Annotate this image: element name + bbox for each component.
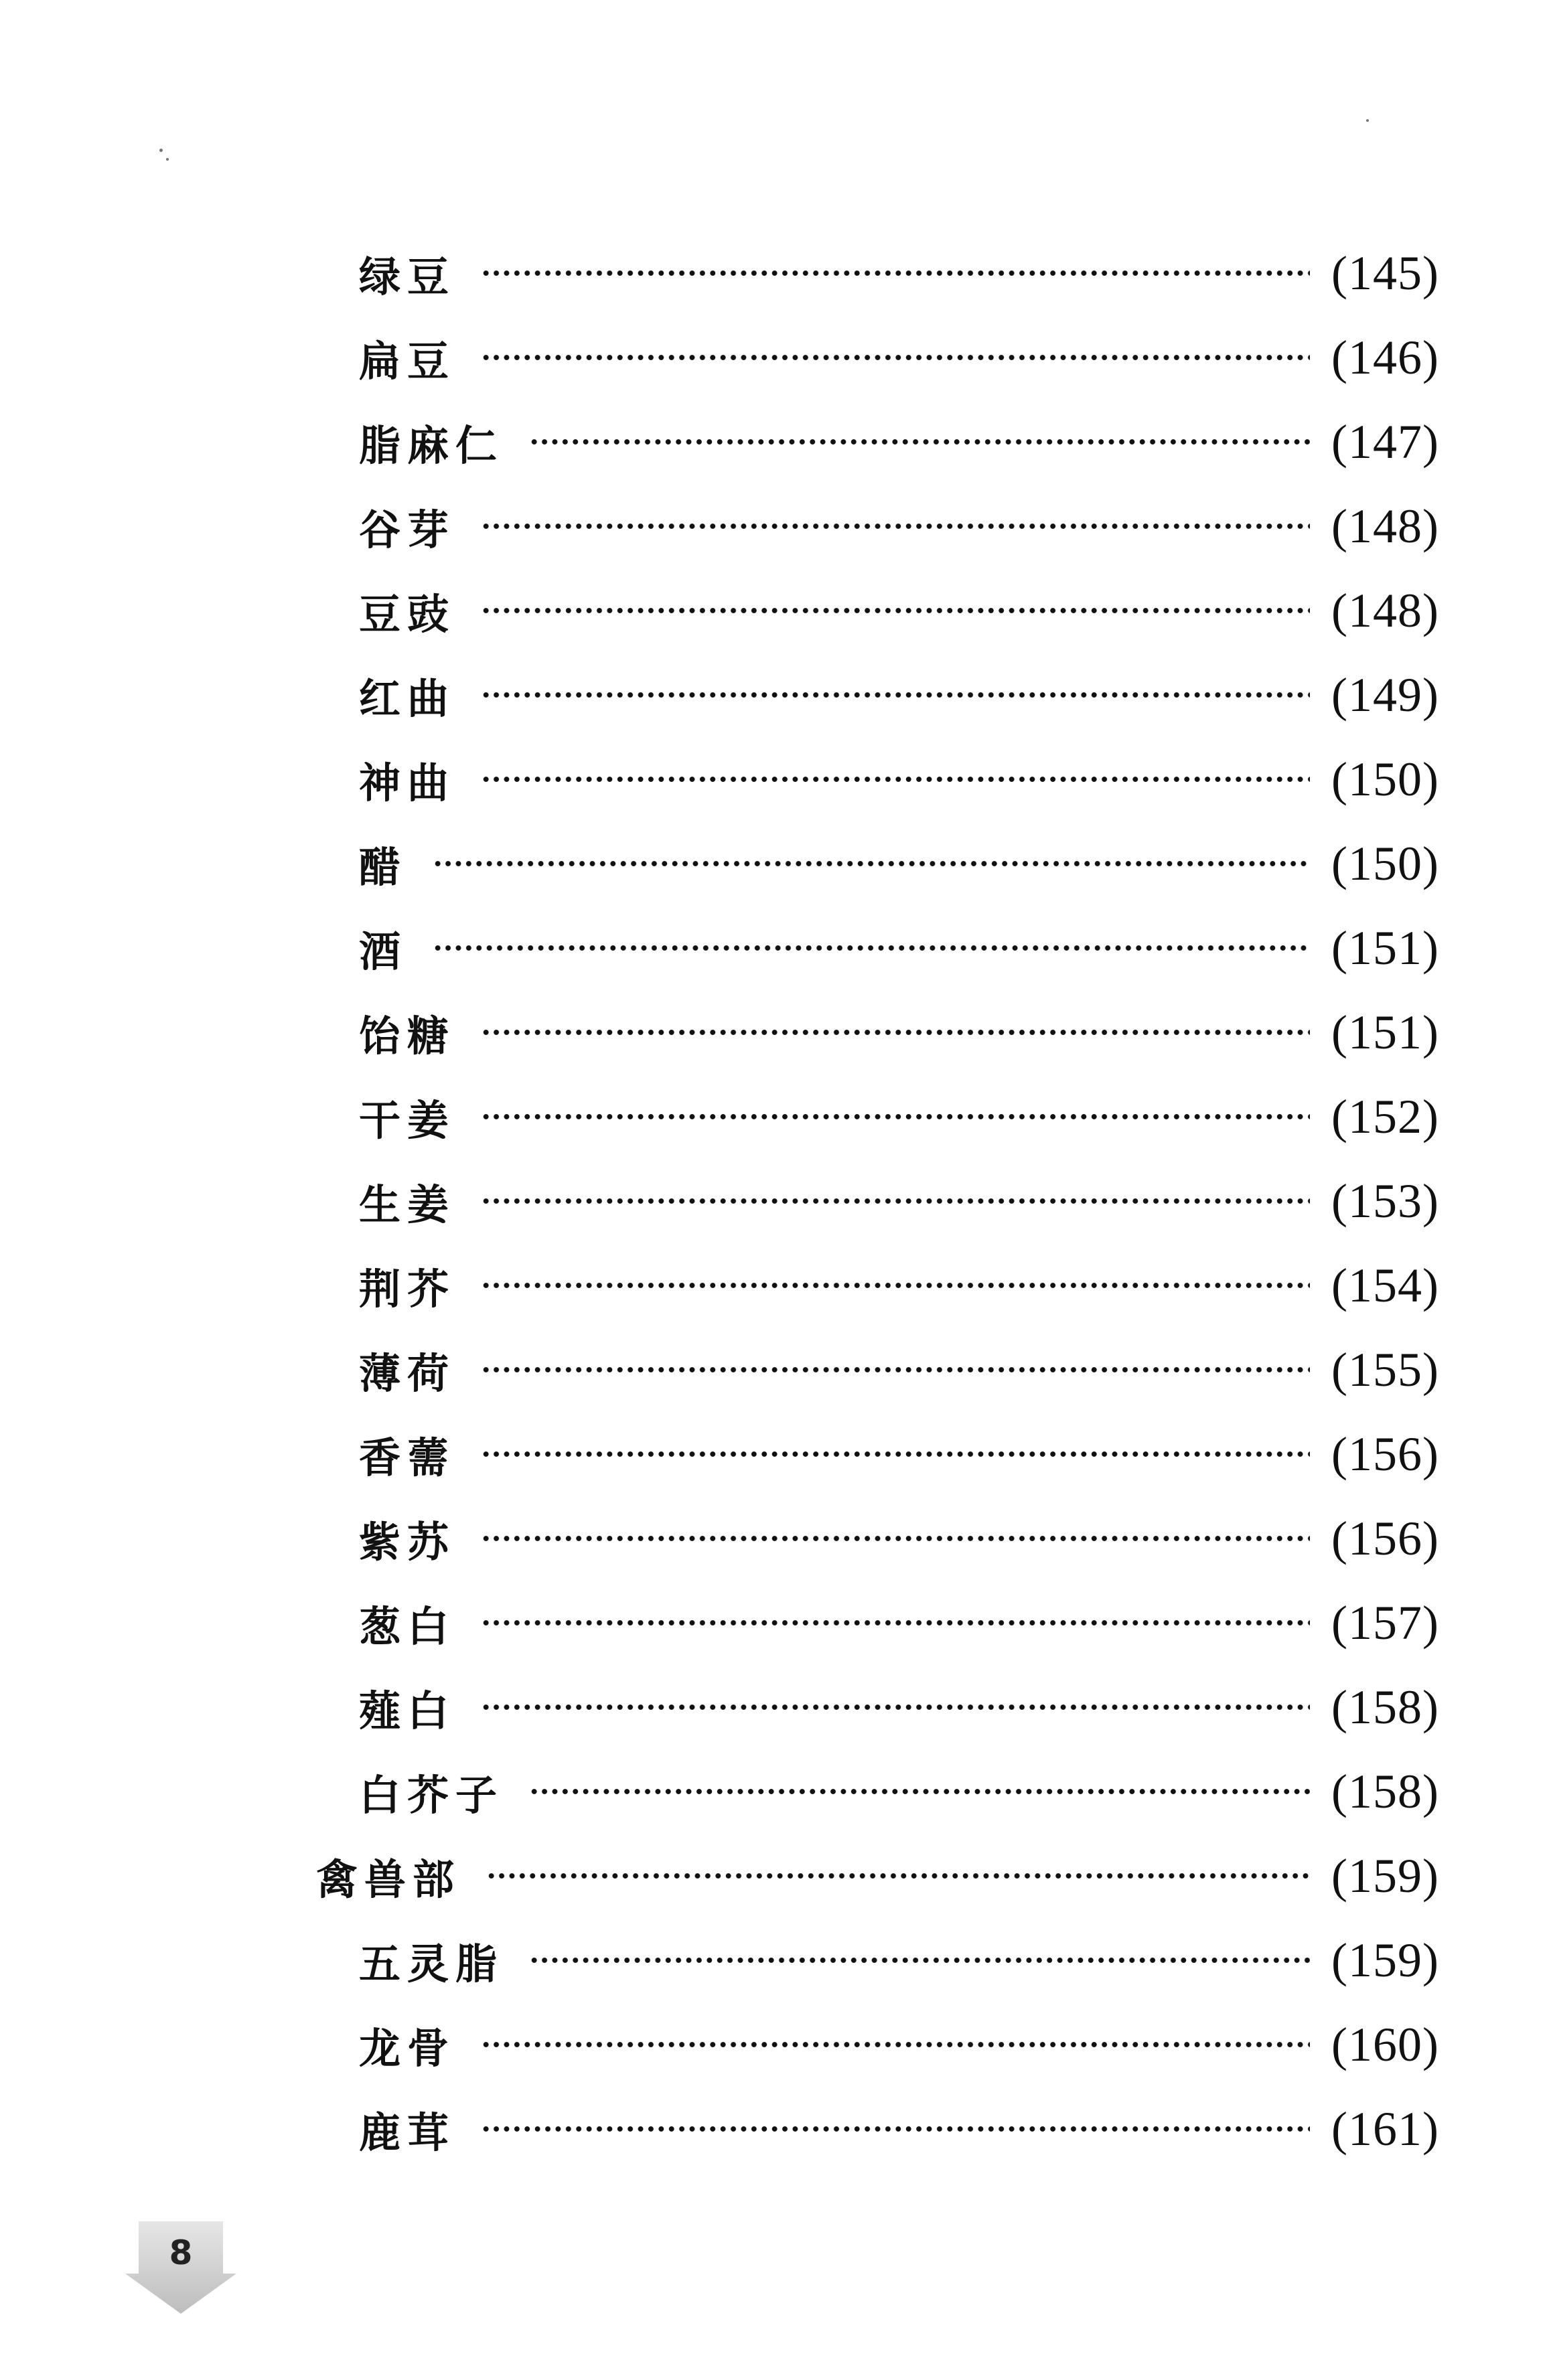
entry-page-number: (158) (1331, 1764, 1439, 1818)
dot-leader (486, 1873, 1310, 1879)
entry-title: 扁豆 (359, 336, 456, 386)
entry-title: 葱白 (359, 1601, 456, 1651)
entry-page-number: (155) (1331, 1342, 1439, 1397)
entry-title: 白芥子 (359, 1770, 504, 1820)
entry-title: 薄荷 (359, 1348, 456, 1398)
entry-page-number: (148) (1331, 583, 1439, 637)
dot-leader (529, 439, 1310, 445)
toc-entry[interactable] (359, 568, 1439, 653)
entry-page-number: (145) (1331, 246, 1439, 300)
page-number: 8 (169, 2233, 193, 2272)
entry-page-number: (159) (1331, 1848, 1439, 1903)
toc-section-heading[interactable] (316, 1834, 1439, 1918)
toc-entry[interactable] (359, 1075, 1439, 1159)
scan-speck (166, 158, 169, 161)
entry-page-number: (156) (1331, 1511, 1439, 1565)
toc-entry[interactable] (359, 1412, 1439, 1496)
entry-page-number: (147) (1331, 414, 1439, 469)
entry-page-number: (154) (1331, 1258, 1439, 1312)
entry-page-number: (150) (1331, 752, 1439, 806)
toc-entry[interactable] (359, 2087, 1439, 2171)
dot-leader (481, 1282, 1310, 1289)
scan-speck (1366, 119, 1369, 122)
entry-title: 豆豉 (359, 589, 456, 639)
toc-entry[interactable] (359, 484, 1439, 568)
dot-leader (481, 1113, 1310, 1120)
dot-leader (481, 1535, 1310, 1542)
entry-title: 脂麻仁 (359, 420, 504, 470)
entry-title: 香薷 (359, 1433, 456, 1482)
dot-leader (481, 2126, 1310, 2132)
entry-page-number: (150) (1331, 836, 1439, 890)
dot-leader (481, 1451, 1310, 1457)
toc-entry[interactable] (359, 1159, 1439, 1243)
dot-leader (481, 776, 1310, 783)
dot-leader (481, 2041, 1310, 2048)
entry-title: 干姜 (359, 1095, 456, 1145)
toc-entry[interactable] (359, 1665, 1439, 1749)
entry-page-number: (152) (1331, 1089, 1439, 1143)
entry-page-number: (149) (1331, 667, 1439, 722)
toc-entry[interactable] (359, 990, 1439, 1075)
toc-entry[interactable] (359, 315, 1439, 400)
entry-title: 谷芽 (359, 505, 456, 554)
dot-leader (481, 1704, 1310, 1711)
dot-leader (481, 607, 1310, 614)
entry-title: 酒 (359, 927, 408, 976)
dot-leader (529, 1788, 1310, 1795)
entry-title: 鹿茸 (359, 2108, 456, 2157)
entry-title: 五灵脂 (359, 1939, 504, 1988)
entry-page-number: (146) (1331, 330, 1439, 384)
entry-title: 龙骨 (359, 2023, 456, 2073)
toc-entry[interactable] (359, 653, 1439, 737)
toc-entry[interactable] (359, 1496, 1439, 1581)
entry-page-number: (153) (1331, 1174, 1439, 1228)
dot-leader (433, 945, 1310, 951)
toc-entry[interactable] (359, 821, 1439, 906)
entry-page-number: (158) (1331, 1680, 1439, 1734)
page-number-badge (124, 2216, 238, 2316)
toc-entry[interactable] (359, 906, 1439, 990)
toc-entry[interactable] (359, 1328, 1439, 1412)
dot-leader (481, 270, 1310, 276)
dot-leader (481, 354, 1310, 361)
entry-page-number: (157) (1331, 1595, 1439, 1650)
entry-title: 醋 (359, 842, 408, 892)
entry-title: 薤白 (359, 1686, 456, 1735)
entry-title: 绿豆 (359, 252, 456, 301)
entry-page-number: (156) (1331, 1427, 1439, 1481)
entry-page-number: (148) (1331, 499, 1439, 553)
entry-page-number: (151) (1331, 1005, 1439, 1059)
dot-leader (529, 1957, 1310, 1964)
dot-leader (481, 1029, 1310, 1036)
toc-entry[interactable] (359, 2002, 1439, 2087)
toc-entry[interactable] (359, 1749, 1439, 1834)
entry-title: 紫苏 (359, 1517, 456, 1567)
section-title: 禽兽部 (316, 1854, 461, 1904)
entry-page-number: (151) (1331, 921, 1439, 975)
entry-page-number: (160) (1331, 2017, 1439, 2071)
entry-title: 生姜 (359, 1180, 456, 1229)
toc-entry[interactable] (359, 1243, 1439, 1328)
toc-entry[interactable] (359, 400, 1439, 484)
toc-entry[interactable] (359, 231, 1439, 315)
entry-title: 神曲 (359, 758, 456, 807)
dot-leader (433, 860, 1310, 867)
dot-leader (481, 692, 1310, 698)
dot-leader (481, 1366, 1310, 1373)
dot-leader (481, 1619, 1310, 1626)
entry-title: 荆芥 (359, 1264, 456, 1314)
entry-title: 饴糖 (359, 1011, 456, 1060)
toc-entry[interactable] (359, 737, 1439, 821)
entry-page-number: (161) (1331, 2101, 1439, 2156)
scan-speck (159, 149, 163, 152)
dot-leader (481, 1198, 1310, 1204)
entry-page-number: (159) (1331, 1933, 1439, 1987)
dot-leader (481, 523, 1310, 530)
toc-entry[interactable] (359, 1581, 1439, 1665)
toc-entry[interactable] (359, 1918, 1439, 2002)
entry-title: 红曲 (359, 673, 456, 723)
